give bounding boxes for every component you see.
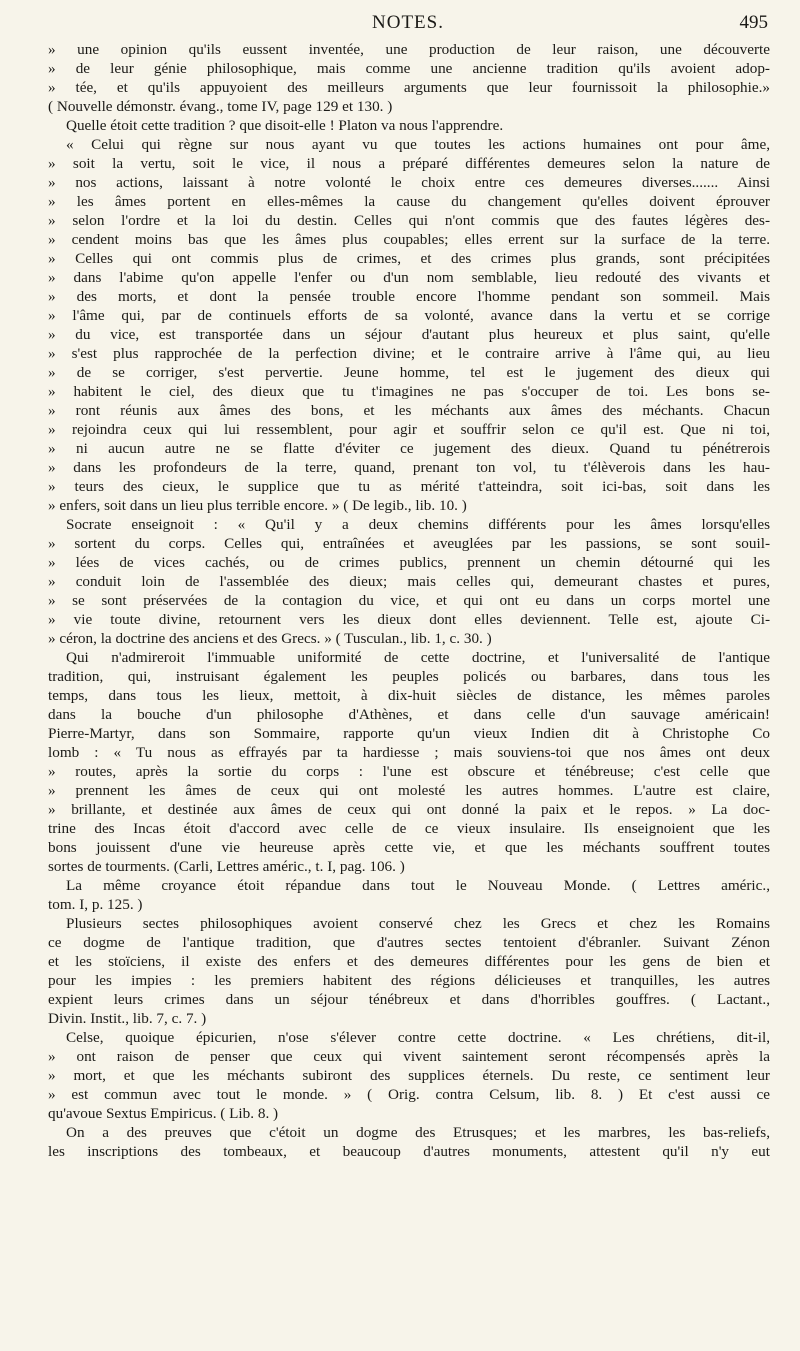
text-line: » enfers, soit dans un lieu plus terrible encore. » ( De legib., lib. 10. ) xyxy=(48,497,467,514)
text-line: » lées de vices cachés, ou de crimes publics, prennent un chemin détourné qui les xyxy=(48,554,770,571)
text-line: » habitent le ciel, des dieux que tu t'imagines ne pas s'occuper de toi. Les bons se- xyxy=(48,383,770,400)
text-line: » dans les profondeurs de la terre, quand, prenant ton vol, tu t'élèverois dans les hau- xyxy=(48,459,770,476)
text-line: » du vice, est transportée dans un séjour d'autant plus heureux et plus saint, qu'elle xyxy=(48,326,770,343)
text-line: pour les impies : les premiers habitent des régions délicieuses et tranquilles, les autres xyxy=(48,972,770,989)
text-line: » une opinion qu'ils eussent inventée, une production de leur raison, une découverte xyxy=(48,41,770,58)
text-line: Socrate enseignoit : « Qu'il y a deux chemins différents pour les âmes lorsqu'elles xyxy=(66,516,770,533)
text-line: » dans l'abime qu'on appelle l'enfer ou d'un nom semblable, lieu redouté des vivants et xyxy=(48,269,770,286)
text-line: » rejoindra ceux qui lui ressemblent, pour agir et souffrir selon ce qu'il est. Que ni toi, xyxy=(48,421,770,438)
notes-text-body xyxy=(48,40,770,1161)
text-line: » est commun avec tout le monde. » ( Orig. contra Celsum, lib. 8. ) Et c'est aussi ce xyxy=(48,1086,770,1103)
text-line: » céron, la doctrine des anciens et des Grecs. » ( Tusculan., lib. 1, c. 30. ) xyxy=(48,630,492,647)
text-line: qu'avoue Sextus Empiricus. ( Lib. 8. ) xyxy=(48,1105,279,1122)
text-line: » Celles qui ont commis plus de crimes, et des crimes plus grands, sont précipitées xyxy=(48,250,770,267)
running-title: NOTES. xyxy=(372,12,444,33)
text-line: ce dogme de l'antique tradition, que d'autres sectes tentoient d'ébranler. Suivant Zénon xyxy=(48,934,770,951)
text-line: » teurs des cieux, le supplice que tu as mérité t'atteindra, soit ici-bas, soit dans les xyxy=(48,478,770,495)
text-line: lomb : « Tu nous as effrayés par ta hardiesse ; mais souviens-toi que nos âmes ont deux xyxy=(48,744,770,761)
text-line: temps, dans tous les lieux, mettoit, à dix-huit siècles de distance, les mêmes paroles xyxy=(48,687,770,704)
text-line: » selon l'ordre et la loi du destin. Celles qui n'ont commis que des fautes légères des- xyxy=(48,212,770,229)
text-line: expient leurs crimes dans un séjour ténébreux et dans d'horribles gouffres. ( Lactant., xyxy=(48,991,770,1008)
text-line: sortes de tourments. (Carli, Lettres améric., t. I, pag. 106. ) xyxy=(48,858,405,875)
text-line: » cendent moins bas que les âmes plus coupables; elles errent sur la surface de la terre. xyxy=(48,231,770,248)
text-line: tom. I, p. 125. ) xyxy=(48,896,143,913)
text-line: » sortent du corps. Celles qui, entraînées et aveuglées par les passions, se sont souil- xyxy=(48,535,770,552)
text-line: » l'âme qui, par de continuels efforts de sa volonté, avance dans la vertu et se corrige xyxy=(48,307,770,324)
text-line: » s'est plus rapprochée de la perfection divine; et le contraire arrive à l'âme qui, au lieu xyxy=(48,345,770,362)
text-line: » de se corriger, s'est pervertie. Jeune homme, tel est le jugement des dieux qui xyxy=(48,364,770,381)
text-line: » se sont préservées de la contagion du vice, et qui ont eu dans un corps mortel une xyxy=(48,592,770,609)
text-line: » vie toute divine, retournent vers les dieux dont elles deviennent. Telle est, ajoute Ci- xyxy=(48,611,770,628)
text-line: Divin. Instit., lib. 7, c. 7. ) xyxy=(48,1010,207,1027)
text-line: et les stoïciens, il existe des enfers et des demeures différentes pour les gens de bien et xyxy=(48,953,770,970)
text-line: Quelle étoit cette tradition ? que disoit-elle ! Platon va nous l'apprendre. xyxy=(66,117,504,134)
text-line: » soit la vertu, soit le vice, il nous a préparé différentes demeures selon la nature de xyxy=(48,155,770,172)
text-line: bons jouissent d'une vie heureuse après cette vie, et que les méchants souffrent toutes xyxy=(48,839,770,856)
text-line: On a des preuves que c'étoit un dogme des Etrusques; et les marbres, les bas-reliefs, xyxy=(66,1124,770,1141)
page-number: 495 xyxy=(739,12,768,33)
text-line: dans la bouche d'un philosophe d'Athènes, et dans celle d'un sauvage américain! xyxy=(48,706,770,723)
text-line: » ront réunis aux âmes des bons, et les méchants aux âmes des méchants. Chacun xyxy=(48,402,770,419)
text-line: les inscriptions des tombeaux, et beaucoup d'autres monuments, attestent qu'il n'y eut xyxy=(48,1143,770,1160)
text-line: » des morts, et dont la pensée trouble encore l'homme pendant son sommeil. Mais xyxy=(48,288,770,305)
text-line: » les âmes portent en elles-mêmes la cause du changement qu'elles doivent éprouver xyxy=(48,193,770,210)
text-line: Pierre-Martyr, dans son Sommaire, rapporte qu'un vieux Indien dit à Christophe Co xyxy=(48,725,770,742)
text-line: » conduit loin de l'assemblée des dieux; mais celles qui, demeurant chastes et pures, xyxy=(48,573,770,590)
text-line: trine des Incas étoit d'accord avec celle de ce vieux insulaire. Ils enseignoient que les xyxy=(48,820,770,837)
text-line: Qui n'admireroit l'immuable uniformité de cette doctrine, et l'universalité de l'antique xyxy=(66,649,770,666)
text-line: » brillante, et destinée aux âmes de ceux qui ont donné la paix et le repos. » La doc- xyxy=(48,801,770,818)
text-line: « Celui qui règne sur nous ayant vu que toutes les actions humaines ont pour âme, xyxy=(66,136,770,153)
text-line: Celse, quoique épicurien, n'ose s'élever contre cette doctrine. « Les chrétiens, dit-il, xyxy=(66,1029,770,1046)
text-line: » nos actions, laissant à notre volonté le choix entre ces demeures diverses....... Ainsi xyxy=(48,174,770,191)
text-line: tradition, qui, instruisant également les peuples policés ou barbares, dans tous les xyxy=(48,668,770,685)
text-line: Plusieurs sectes philosophiques avoient conservé chez les Grecs et chez les Romains xyxy=(66,915,770,932)
text-line: » de leur génie philosophique, mais comme une ancienne tradition qu'ils avoient adop- xyxy=(48,60,770,77)
text-line: » routes, après la sortie du corps : l'une est obscure et ténébreuse; c'est celle que xyxy=(48,763,770,780)
text-line: » mort, et que les méchants subiront des supplices éternels. Du reste, ce sentiment leur xyxy=(48,1067,770,1084)
text-line: ( Nouvelle démonstr. évang., tome IV, page 129 et 130. ) xyxy=(48,98,393,115)
text-line: » ont raison de penser que ceux qui vivent saintement seront récompensés après la xyxy=(48,1048,770,1065)
running-head xyxy=(48,12,768,38)
text-line: La même croyance étoit répandue dans tout le Nouveau Monde. ( Lettres améric., xyxy=(66,877,770,894)
text-line: » tée, et qu'ils appuyoient des meilleurs arguments que leur fournissoit la philosophie.» xyxy=(48,79,770,96)
text-line: » prennent les âmes de ceux qui ont molesté les autres hommes. L'autre est claire, xyxy=(48,782,770,799)
text-line: » ni aucun autre ne se flatte d'éviter ce jugement des dieux. Quand tu pénétrerois xyxy=(48,440,770,457)
